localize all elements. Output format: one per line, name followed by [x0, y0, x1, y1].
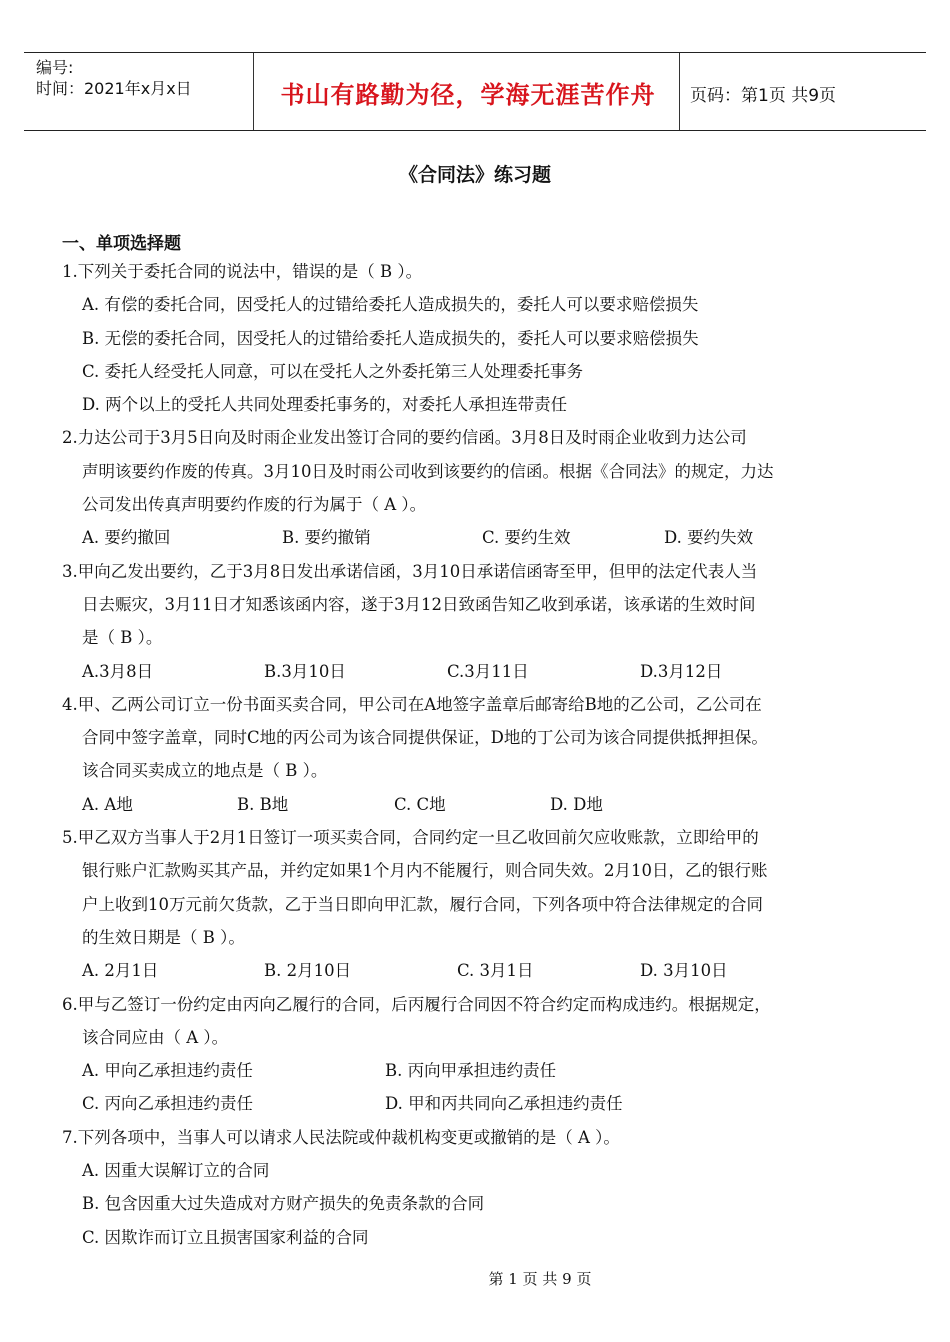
question-1: [62, 255, 892, 421]
options-row: [62, 655, 892, 688]
question-text: 1.下列关于委托合同的说法中，错误的是（ B ）。: [62, 262, 423, 281]
question-3: [62, 555, 892, 688]
option-c: C. 要约生效: [482, 528, 571, 548]
option-c: C. 委托人经受托人同意，可以在受托人之外委托第三人处理委托事务: [82, 361, 584, 381]
option-d: D. 两个以上的受托人共同处理委托事务的，对委托人承担连带责任: [82, 395, 568, 415]
question-text: 户上收到10万元前欠货款，乙于当日即向甲汇款，履行合同，下列各项中符合法律规定的合同: [82, 894, 763, 914]
option-c: C.3月11日: [447, 661, 529, 681]
question-4: [62, 688, 892, 821]
option-d: D.3月12日: [640, 661, 723, 681]
question-text: 2.力达公司于3月5日向及时雨企业发出签订合同的要约信函。3月8日及时雨企业收到力达公司: [62, 428, 747, 448]
question-7: [62, 1121, 892, 1254]
options-row: [62, 1054, 892, 1087]
question-text: 该合同买卖成立的地点是（ B ）。: [82, 761, 328, 781]
document-title: 《合同法》练习题: [398, 164, 551, 186]
options-row: [62, 521, 892, 554]
option-b: B. 包含因重大过失造成对方财产损失的免责条款的合同: [82, 1194, 485, 1214]
option-c: C. 丙向乙承担违约责任: [82, 1094, 254, 1114]
question-text: 7.下列各项中，当事人可以请求人民法院或仲裁机构变更或撤销的是（ A ）。: [62, 1127, 620, 1147]
options-row: [62, 1087, 892, 1120]
question-5: [62, 821, 892, 987]
option-b: B. B地: [237, 794, 289, 814]
option-b: B. 要约撤销: [282, 528, 371, 548]
header-divider: [679, 53, 680, 130]
question-text: 6.甲与乙签订一份约定由丙向乙履行的合同，后丙履行合同因不符合约定而构成违约。根据规定，: [62, 994, 771, 1014]
question-text: 合同中签字盖章，同时C地的丙公司为该合同提供保证，D地的丁公司为该合同提供抵押担保。: [82, 728, 768, 748]
question-text: 是（ B ）。: [82, 628, 163, 648]
question-text: 日去赈灾，3月11日才知悉该函内容，遂于3月12日致函告知乙收到承诺，该承诺的生效时间: [82, 594, 756, 614]
document-time-label: 时间：2021年x月x日: [36, 79, 192, 98]
option-c: C. 因欺诈而订立且损害国家利益的合同: [82, 1227, 369, 1247]
header-motto: 书山有路勤为径，学海无涯苦作舟: [280, 81, 656, 109]
header-meta: [36, 57, 192, 99]
question-6: [62, 988, 892, 1121]
question-2: [62, 421, 892, 554]
options-row: [62, 954, 892, 987]
option-c: C. 3月1日: [457, 961, 534, 981]
option-c: C. C地: [394, 794, 446, 814]
section-title: 一、单项选择题: [62, 234, 181, 254]
option-d: D. 要约失效: [664, 528, 754, 548]
option-d: D. 3月10日: [640, 961, 728, 981]
question-text: 该合同应由（ A ）。: [82, 1027, 229, 1047]
option-b: B. 丙向甲承担违约责任: [385, 1061, 557, 1081]
option-d: D. 甲和丙共同向乙承担违约责任: [385, 1094, 623, 1114]
option-b: B.3月10日: [264, 661, 346, 681]
question-text: 公司发出传真声明要约作废的行为属于（ A ）。: [82, 495, 427, 515]
option-a: A. 因重大误解订立的合同: [82, 1161, 270, 1181]
option-b: B. 无偿的委托合同，因受托人的过错给委托人造成损失的，委托人可以要求赔偿损失: [82, 328, 699, 348]
question-text: 3.甲向乙发出要约，乙于3月8日发出承诺信函，3月10日承诺信函寄至甲，但甲的法定代表人当: [62, 561, 758, 581]
page-footer: 第 1 页 共 9 页: [488, 1270, 592, 1288]
header-page-number: 页码：第1页 共9页: [690, 86, 837, 106]
option-b: B. 2月10日: [264, 961, 352, 981]
question-text: 银行账户汇款购买其产品，并约定如果1个月内不能履行，则合同失效。2月10日，乙的银行账: [82, 861, 768, 881]
question-text: 5.甲乙双方当事人于2月1日签订一项买卖合同，合同约定一旦乙收回前欠应收账款，立即给甲的: [62, 828, 759, 848]
document-number-label: 编号:: [36, 58, 74, 77]
options-row: [62, 788, 892, 821]
option-a: A. A地: [82, 794, 133, 814]
question-text: 4.甲、乙两公司订立一份书面买卖合同，甲公司在A地签字盖章后邮寄给B地的乙公司，乙公司在: [62, 694, 762, 714]
option-a: A. 甲向乙承担违约责任: [82, 1061, 253, 1081]
question-text: 的生效日期是（ B ）。: [82, 927, 245, 947]
option-a: A. 有偿的委托合同，因受托人的过错给委托人造成损失的，委托人可以要求赔偿损失: [82, 295, 699, 315]
option-d: D. D地: [550, 794, 603, 814]
question-list: [62, 255, 892, 1254]
page-header: [24, 52, 926, 131]
header-divider: [253, 53, 254, 130]
question-text: 声明该要约作废的传真。3月10日及时雨公司收到该要约的信函。根据《合同法》的规定，力达: [82, 461, 774, 481]
option-a: A. 2月1日: [82, 961, 159, 981]
option-a: A.3月8日: [82, 661, 154, 681]
option-a: A. 要约撤回: [82, 528, 171, 548]
